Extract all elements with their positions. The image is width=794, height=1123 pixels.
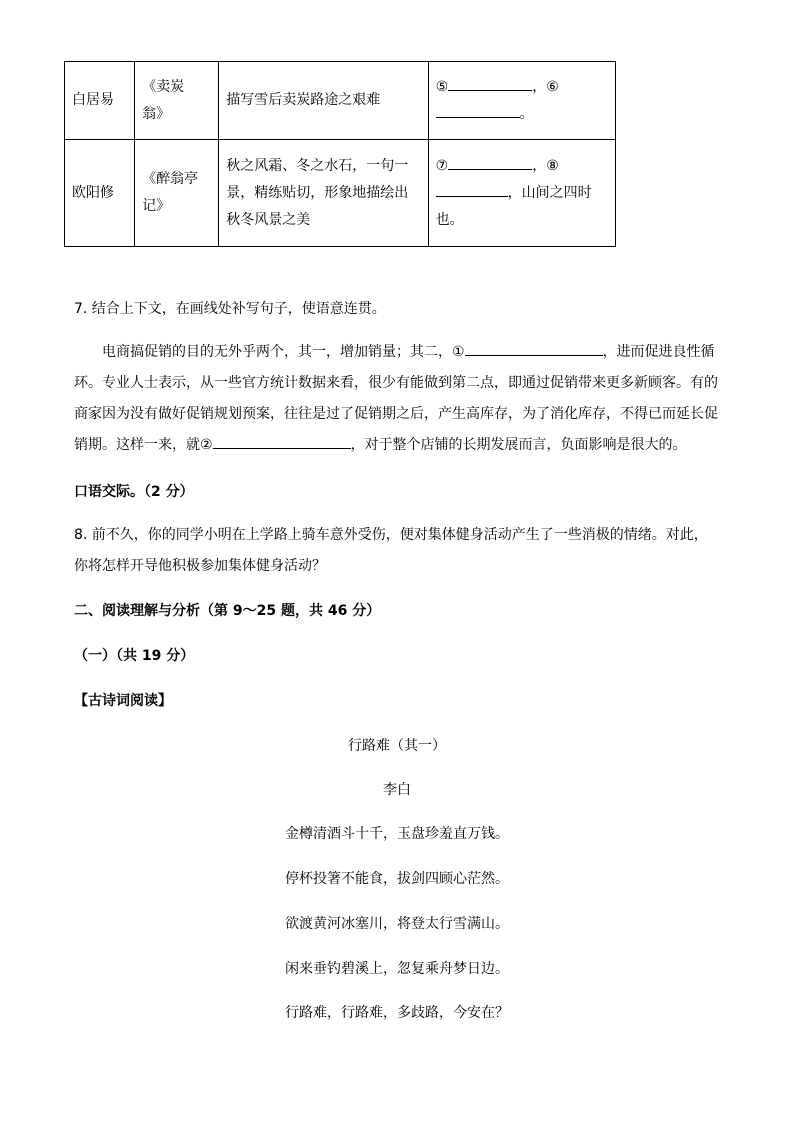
poem-line: 欲渡黄河冰塞川，将登太行雪满山。 (285, 916, 509, 932)
author-cell: 白居易 (65, 62, 135, 140)
table-row (65, 140, 616, 247)
passage-line: 销期。这样一来，就② ，对于整个店铺的长期发展而言，负面影响是很大的。 (74, 430, 720, 461)
answer-blank-5[interactable] (448, 74, 532, 91)
description-cell: 秋之风霜、冬之水石，一句一 景，精练贴切，形象地描绘出 秋冬风景之美 (219, 140, 428, 247)
literature-table (64, 61, 616, 247)
poem-line: 行路难，行路难，多歧路，今安在？ (285, 1005, 509, 1021)
poem-title: 行路难（其一） (348, 738, 446, 754)
fill-blank-cell: ⑤ ，⑥ 。 (428, 62, 615, 140)
answer-blank-2[interactable] (213, 432, 351, 449)
poem-author: 李白 (383, 782, 411, 798)
question-8-line: 你将怎样开导他积极参加集体健身活动？ (74, 558, 326, 574)
table-row (65, 62, 616, 140)
question-8-line: 8. 前不久，你的同学小明在上学路上骑车意外受伤，便对集体健身活动产生了一些消极的情绪。对此， (74, 527, 708, 543)
poem-line: 停杯投箸不能食，拔剑四顾心茫然。 (285, 871, 509, 887)
answer-blank-7[interactable] (448, 153, 532, 170)
oral-communication-heading: 口语交际。（2 分） (74, 484, 194, 500)
passage-line: 电商搞促销的目的无外乎两个，其一，增加销量；其二，① ，进而促进良性循 (74, 337, 720, 368)
work-cell: 《醉翁亭 记》 (135, 140, 219, 247)
answer-blank-8[interactable] (436, 180, 508, 197)
answer-blank-6[interactable] (436, 101, 520, 118)
answer-blank-1[interactable] (465, 339, 603, 356)
poem-line: 闲来垂钓碧溪上，忽复乘舟梦日边。 (285, 961, 509, 977)
passage-line: 环。专业人士表示，从一些官方统计数据来看，很少有能做到第二点，即通过促销带来更多新顾客。有的 (74, 375, 718, 391)
question-7-passage (74, 337, 720, 461)
work-cell: 《卖炭 翁》 (135, 62, 219, 140)
author-cell: 欧阳修 (65, 140, 135, 247)
section-2-heading: 二、阅读理解与分析（第 9～25 题，共 46 分） (74, 603, 381, 619)
part-1-heading: （一）（共 19 分） (74, 648, 195, 664)
fill-blank-cell: ⑦ ，⑧ ，山间之四时 也。 (428, 140, 615, 247)
description-cell: 描写雪后卖炭路途之艰难 (219, 62, 428, 140)
poetry-section-tag: 【古诗词阅读】 (74, 693, 172, 709)
question-7-prompt: 7. 结合上下文，在画线处补写句子，使语意连贯。 (74, 301, 386, 317)
poem-line: 金樽清酒斗十千，玉盘珍羞直万钱。 (285, 826, 509, 842)
passage-line: 商家因为没有做好促销规划预案，往往是过了促销期之后，产生高库存，为了消化库存，不得已而延长促 (74, 406, 718, 422)
